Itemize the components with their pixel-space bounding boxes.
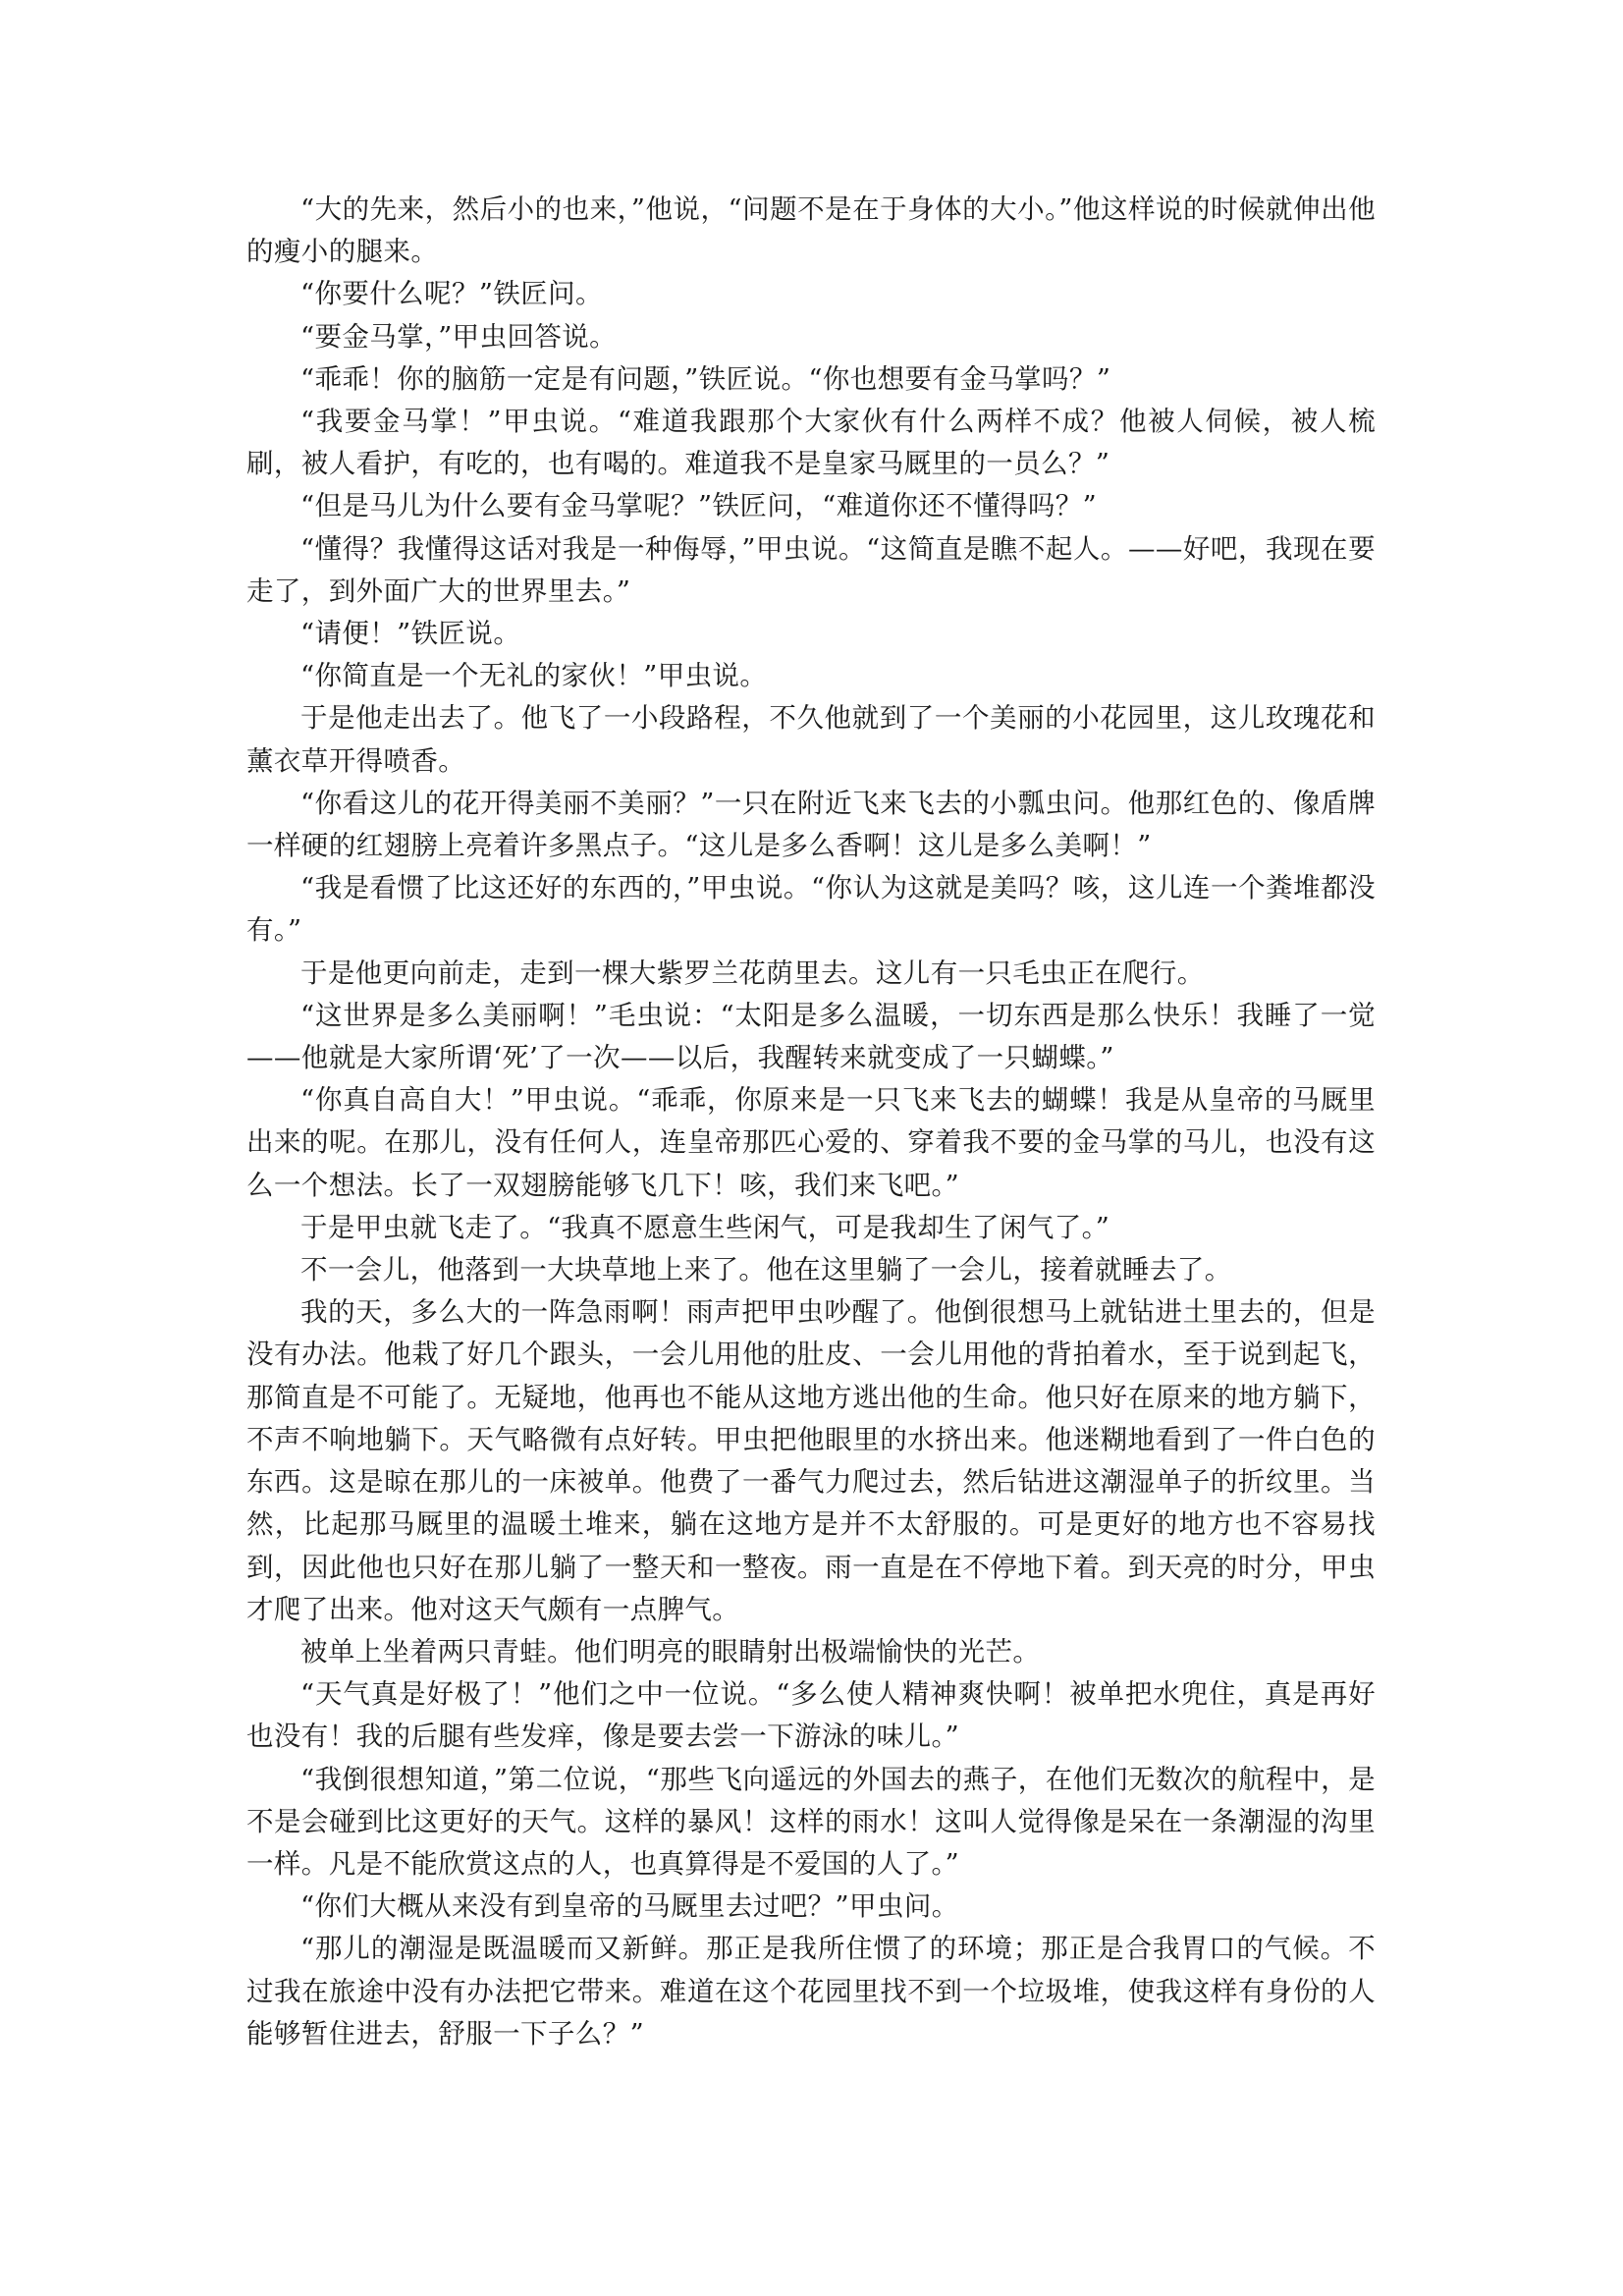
paragraph-13: 于是他更向前走，走到一棵大紫罗兰花荫里去。这儿有一只毛虫正在爬行。 bbox=[300, 957, 1205, 989]
paragraph-14: “这世界是多么美丽啊！”毛虫说：“太阳是多么温暖，一切东西是那么快乐！我睡了一觉——他就是大家所谓‘死’了一次——以后，我醒转来就变成了一只蝴蝶。” bbox=[246, 999, 1376, 1074]
paragraph-5: “我要金马掌！”甲虫说。“难道我跟那个大家伙有什么两样不成？他被人伺候，被人梳刷，被人看护，有吃的，也有喝的。难道我不是皇家马厩里的一员么？” bbox=[246, 406, 1376, 480]
paragraph-15: “你真自高自大！”甲虫说。“乖乖，你原来是一只飞来飞去的蝴蝶！我是从皇帝的马厩里出来的呢。在那儿，没有任何人，连皇帝那匹心爱的、穿着我不要的金马掌的马儿，也没有这么一个想法。长了一双翅膀能够飞几下！咳，我们来飞吧。” bbox=[246, 1084, 1376, 1201]
paragraph-16: 于是甲虫就飞走了。“我真不愿意生些闲气，可是我却生了闲气了。” bbox=[300, 1211, 1110, 1243]
paragraph-10: 于是他走出去了。他飞了一小段路程，不久他就到了一个美丽的小花园里，这儿玫瑰花和薰衣草开得喷香。 bbox=[246, 702, 1376, 777]
paragraph-12: “我是看惯了比这还好的东西的，”甲虫说。“你认为这就是美吗？咳，这儿连一个粪堆都没有。” bbox=[246, 872, 1376, 947]
paragraph-21: “我倒很想知道，”第二位说，“那些飞向遥远的外国去的燕子，在他们无数次的航程中，是不是会碰到比这更好的天气。这样的暴风！这样的雨水！这叫人觉得像是呆在一条潮湿的沟里一样。凡是不能欣赏这点的人，也真算得是不爱国的人了。” bbox=[246, 1763, 1376, 1880]
paragraph-7: “懂得？我懂得这话对我是一种侮辱，”甲虫说。“这简直是瞧不起人。——好吧，我现在要走了，到外面广大的世界里去。” bbox=[246, 532, 1376, 607]
paragraph-3: “要金马掌，”甲虫回答说。 bbox=[300, 320, 618, 353]
paragraph-8: “请便！”铁匠说。 bbox=[300, 618, 521, 650]
paragraph-9: “你简直是一个无礼的家伙！”甲虫说。 bbox=[300, 660, 768, 692]
story-text bbox=[246, 189, 1376, 2055]
paragraph-2: “你要什么呢？”铁匠问。 bbox=[300, 278, 603, 310]
paragraph-11: “你看这儿的花开得美丽不美丽？”一只在附近飞来飞去的小瓢虫问。他那红色的、像盾牌一样硬的红翅膀上亮着许多黑点子。“这儿是多么香啊！这儿是多么美啊！” bbox=[246, 787, 1376, 862]
paragraph-17: 不一会儿，他落到一大块草地上来了。他在这里躺了一会儿，接着就睡去了。 bbox=[300, 1254, 1232, 1286]
paragraph-1: “大的先来，然后小的也来，”他说，“问题不是在于身体的大小。”他这样说的时候就伸出他的瘦小的腿来。 bbox=[246, 193, 1376, 268]
paragraph-20: “天气真是好极了！”他们之中一位说。“多么使人精神爽快啊！被单把水兜住，真是再好也没有！我的后腿有些发痒，像是要去尝一下游泳的味儿。” bbox=[246, 1678, 1376, 1753]
paragraph-19: 被单上坐着两只青蛙。他们明亮的眼睛射出极端愉快的光芒。 bbox=[300, 1635, 1041, 1667]
paragraph-6: “但是马儿为什么要有金马掌呢？”铁匠问，“难道你还不懂得吗？” bbox=[300, 490, 1098, 522]
paragraph-18: 我的天，多么大的一阵急雨啊！雨声把甲虫吵醒了。他倒很想马上就钻进土里去的，但是没有办法。他栽了好几个跟头，一会儿用他的肚皮、一会儿用他的背拍着水，至于说到起飞，那简直是不可能了。无疑地，他再也不能从这地方逃出他的生命。他只好在原来的地方躺下，不声不响地躺下。天气略微有点好转。甲虫把他眼里的水挤出来。他迷糊地看到了一件白色的东西。这是晾在那儿的一床被单。他费了一番气力爬过去，然后钻进这潮湿单子的折纹里。当然，比起那马厩里的温暖土堆来，躺在这地方是并不太舒服的。可是更好的地方也不容易找到，因此他也只好在那儿躺了一整天和一整夜。雨一直是在不停地下着。到天亮的时分，甲虫才爬了出来。他对这天气颇有一点脾气。 bbox=[246, 1296, 1376, 1625]
paragraph-22: “你们大概从来没有到皇帝的马厩里去过吧？”甲虫问。 bbox=[300, 1890, 959, 1923]
paragraph-4: “乖乖！你的脑筋一定是有问题，”铁匠说。“你也想要有金马掌吗？” bbox=[300, 362, 1111, 395]
paragraph-23: “那儿的潮湿是既温暖而又新鲜。那正是我所住惯了的环境；那正是合我胃口的气候。不过我在旅途中没有办法把它带来。难道在这个花园里找不到一个垃圾堆，使我这样有身份的人能够暂住进去，舒服一下子么？” bbox=[246, 1933, 1376, 2050]
